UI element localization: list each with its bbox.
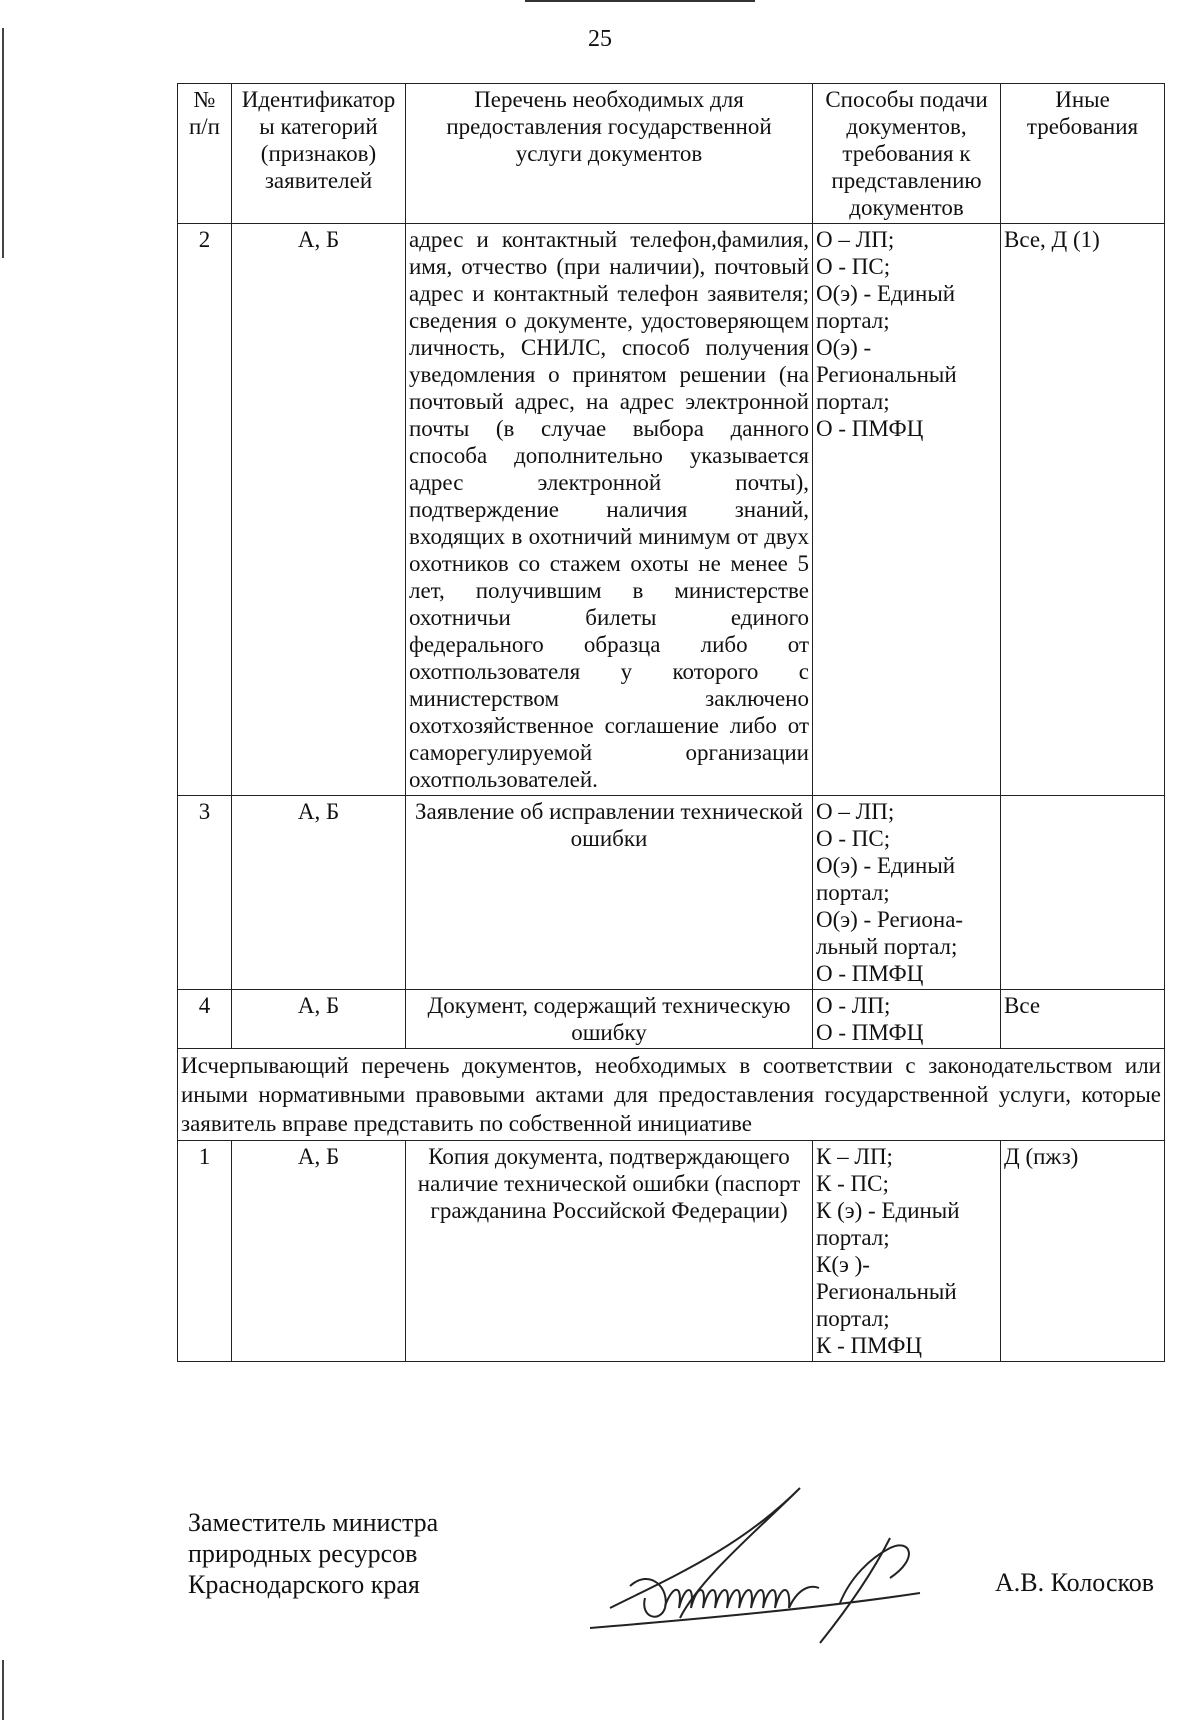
row-other: Д (пжз) <box>1001 1141 1165 1362</box>
row-num: 2 <box>178 224 232 796</box>
signatory-title: Заместитель министра природных ресурсов Краснодарского края <box>188 1508 439 1599</box>
table-row <box>178 224 1165 796</box>
row-other <box>1001 796 1165 990</box>
section-heading-row <box>178 1049 1165 1141</box>
row-documents: адрес и контактный телефон,фамилия, имя, отчество (при наличии), почтовый адрес и контактный телефон заявителя; сведения о документе, удостоверяющем личность, СНИЛС, способ получения уведомления о принятом решении (на почтовый адрес, на адрес электронной почты (в случае выбора данного способа дополнительно указывается адрес электронной почты), подтверждение наличия знаний, входящих в охотничий минимум от двух охотников со стажем охоты не менее 5 лет, получившим в министерстве охотничьи билеты единого федерального образца либо от охотпользователя у которого с министерством заключено охотхозяйственное соглашение либо от саморегулируемой организации охотпользователей. <box>406 224 813 796</box>
row-num: 3 <box>178 796 232 990</box>
row-methods: О - ЛП; О - ПМФЦ <box>813 990 1001 1049</box>
row-num: 1 <box>178 1141 232 1362</box>
table-row <box>178 1141 1165 1362</box>
row-documents: Копия документа, подтверждающего наличие технической ошибки (паспорт гражданина Российской Федерации) <box>406 1141 813 1362</box>
table-row <box>178 990 1165 1049</box>
documents-table <box>177 83 1165 1362</box>
row-applicant-ids: А, Б <box>232 1141 406 1362</box>
handwritten-signature <box>590 1468 1010 1653</box>
page-number: 25 <box>588 26 612 52</box>
table-row <box>178 796 1165 990</box>
row-documents: Документ, содержащий техническую ошибку <box>406 990 813 1049</box>
top-rule <box>525 0 755 2</box>
row-applicant-ids: А, Б <box>232 796 406 990</box>
row-documents: Заявление об исправлении технической ошибки <box>406 796 813 990</box>
header-submission-methods: Способы подачи документов, требования к представлению документов <box>813 84 1001 224</box>
row-applicant-ids: А, Б <box>232 224 406 796</box>
left-margin-mark-bottom <box>2 1660 4 1720</box>
section-heading: Исчерпывающий перечень документов, необходимых в соответствии с законодательством или иными нормативными правовыми актами для предоставления государственной услуги, которые заявитель вправе представить по собственной инициативе <box>178 1049 1165 1141</box>
signatory-name: А.В. Колосков <box>995 1568 1155 1597</box>
row-methods: К – ЛП; К - ПС; К (э) - Единый портал; К(э )- Региональный портал; К - ПМФЦ <box>813 1141 1001 1362</box>
header-documents: Перечень необходимых для предоставления государственной услуги документов <box>406 84 813 224</box>
row-other: Все <box>1001 990 1165 1049</box>
table-header-row <box>178 84 1165 224</box>
row-methods: О – ЛП; О - ПС; О(э) - Единый портал; О(э) - Региональный портал; О - ПМФЦ <box>813 224 1001 796</box>
header-other-requirements: Иные требования <box>1001 84 1165 224</box>
row-applicant-ids: А, Б <box>232 990 406 1049</box>
row-methods: О – ЛП; О - ПС; О(э) - Единый портал; О(э) - Региона- льный портал; О - ПМФЦ <box>813 796 1001 990</box>
row-other: Все, Д (1) <box>1001 224 1165 796</box>
left-margin-mark <box>2 28 4 258</box>
header-num: № п/п <box>178 84 232 224</box>
row-num: 4 <box>178 990 232 1049</box>
header-applicant-categories: Идентификатор ы категорий (признаков) заявителей <box>232 84 406 224</box>
